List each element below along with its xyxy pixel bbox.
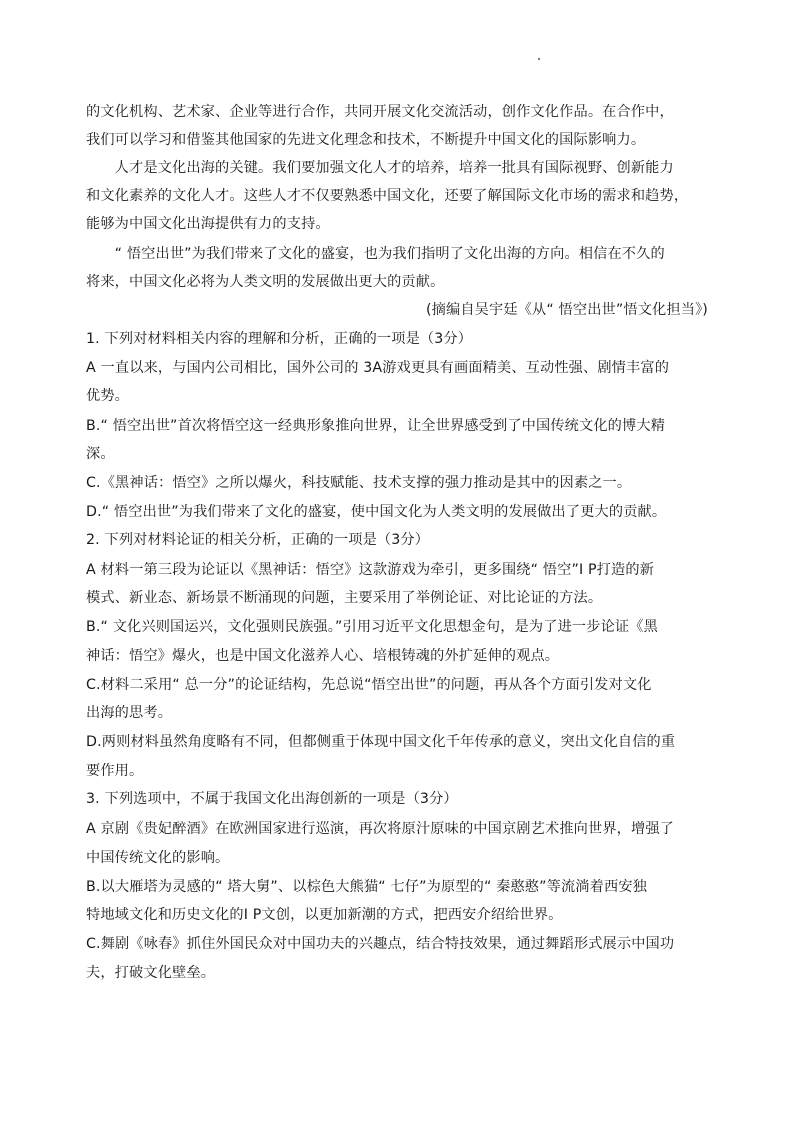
q3-option-a: A 京剧《贵妃醉酒》在欧洲国家进行巡演，再次将原汁原味的中国京剧艺术推向世界，增强了: [86, 821, 675, 837]
q1-option-a-cont: 优势。: [86, 388, 130, 404]
q1-option-b-cont: 深。: [86, 446, 115, 462]
text-line: 的文化机构、艺术家、企业等进行合作，共同开展文化交流活动，创作文化作品。在合作中，: [86, 104, 674, 120]
q1-option-b: B.“ 悟空出世”首次将悟空这一经典形象推向世界，让全世界感受到了中国传统文化的博大精: [86, 418, 666, 434]
q2-option-b: B.“ 文化兴则国运兴，文化强则民族强。”引用习近平文化思想金句，是为了进一步论证《黑: [86, 619, 658, 635]
q2-option-d: D.两则材料虽然角度略有不同，但都侧重于体现中国文化千年传承的意义，突出文化自信的重: [86, 734, 676, 750]
q3-option-b-cont: 特地域文化和历史文化的I P文创，以更加新潮的方式，把西安介绍给世界。: [86, 907, 563, 923]
text-line: 和文化素养的文化人才。这些人才不仅要熟悉中国文化，还要了解国际文化市场的需求和趋势，: [86, 188, 689, 204]
speck-mark: [538, 58, 540, 60]
q3-option-b: B.以大雁塔为灵感的“ 塔大舅”、以棕色大熊猫“ 七仔”为原型的“ 秦憨憨”等流淌着西安独: [86, 879, 647, 895]
q2-option-c-cont: 出海的思考。: [86, 705, 173, 721]
source-citation: (摘编自吴宇廷《从“ 悟空出世”悟文化担当》): [425, 302, 708, 318]
q3-option-c: C.舞剧《咏春》抓住外国民众对中国功夫的兴趣点，结合特技效果，通过舞蹈形式展示中国功: [86, 936, 675, 952]
q2-option-d-cont: 要作用。: [86, 763, 144, 779]
question-1-stem: 1. 下列对材料相关内容的理解和分析，正确的一项是（3分）: [86, 331, 473, 347]
q3-option-a-cont: 中国传统文化的影响。: [86, 850, 230, 866]
q1-option-c: C.《黑神话：悟空》之所以爆火，科技赋能、技术支撑的强力推动是其中的因素之一。: [86, 475, 632, 491]
question-2-stem: 2. 下列对材料论证的相关分析，正确的一项是（3分）: [86, 532, 430, 548]
q3-option-c-cont: 夫，打破文化壁垒。: [86, 965, 216, 981]
question-3-stem: 3. 下列选项中，不属于我国文化出海创新的一项是（3分）: [86, 791, 458, 807]
q1-option-a: A 一直以来，与国内公司相比，国外公司的 3A游戏更具有画面精美、互动性强、剧情丰富的: [86, 360, 670, 376]
q2-option-a: A 材料一第三段为论证以《黑神话：悟空》这款游戏为牵引，更多围绕“ 悟空”I P打造的新: [86, 562, 655, 578]
text-line: 能够为中国文化出海提供有力的支持。: [86, 216, 330, 232]
q2-option-b-cont: 神话：悟空》爆火，也是中国文化滋养人心、培根铸魂的外扩延伸的观点。: [86, 648, 560, 664]
q2-option-c: C.材料二采用“ 总一分”的论证结构，先总说“悟空出世”的问题，再从各个方面引发对文化: [86, 677, 652, 693]
q1-option-d: D.“ 悟空出世”为我们带来了文化的盛宴，使中国文化为人类文明的发展做出了更大的贡献。: [86, 504, 667, 520]
q2-option-a-cont: 模式、新业态、新场景不断涌现的问题，主要采用了举例论证、对比论证的方法。: [86, 590, 603, 606]
text-line: “ 悟空出世”为我们带来了文化的盛宴，也为我们指明了文化出海的方向。相信在不久的: [86, 246, 665, 262]
text-line: 将来，中国文化必将为人类文明的发展做出更大的贡献。: [86, 274, 445, 290]
text-line: 我们可以学习和借鉴其他国家的先进文化理念和技术，不断提升中国文化的国际影响力。: [86, 132, 646, 148]
text-line: 人才是文化出海的关键。我们要加强文化人才的培养，培养一批具有国际视野、创新能力: [86, 160, 674, 176]
